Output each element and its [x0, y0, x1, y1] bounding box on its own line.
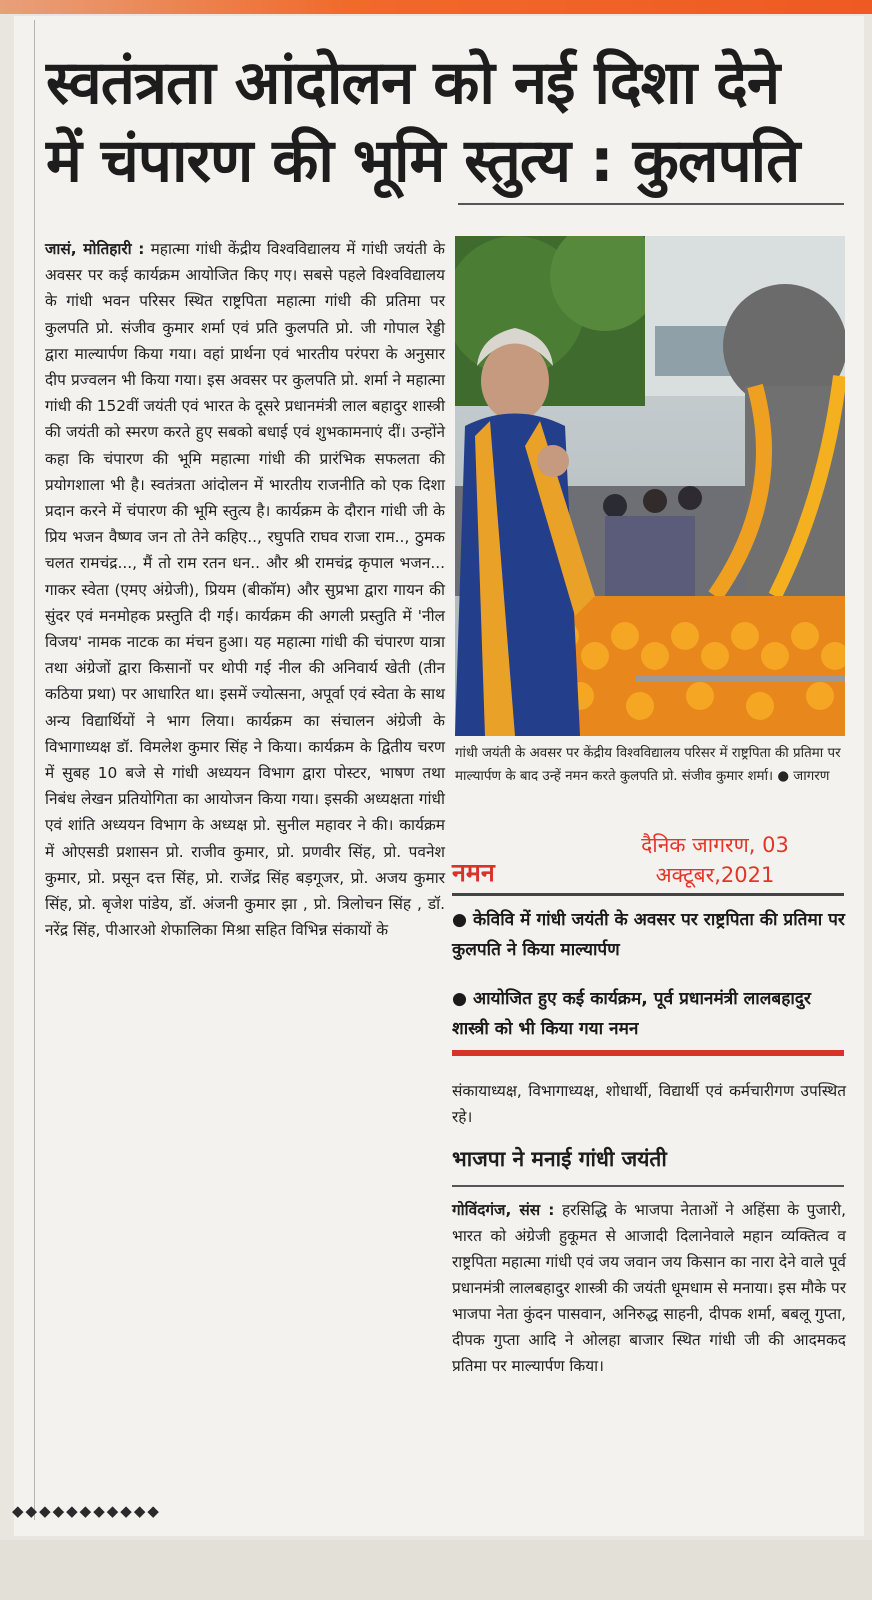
second-story-dateline: गोविंदगंज, संस : [452, 1201, 555, 1219]
source-stamp-line-1: दैनिक जागरण, 03 [641, 833, 789, 857]
highlight-item-2: ● आयोजित हुए कई कार्यक्रम, पूर्व प्रधानमंत्री लालबहादुर शास्त्री को भी किया गया नमन [452, 989, 811, 1039]
photo-illustration [455, 236, 845, 736]
highlight-item-1: ● केविवि में गांधी जयंती के अवसर पर राष्ट्रपिता की प्रतिमा पर कुलपति ने किया माल्यार्पण [452, 910, 845, 960]
headline-line-1: स्वतंत्रता आंदोलन को नई दिशा देने [46, 48, 780, 118]
headline [46, 44, 846, 200]
footer-ornament: ◆◆◆◆◆◆◆◆◆◆◆ [12, 1502, 161, 1520]
second-story-headline: भाजपा ने मनाई गांधी जयंती [452, 1147, 667, 1171]
box-label: नमन [452, 858, 495, 887]
main-story-dateline: जासं, मोतिहारी : [45, 240, 145, 258]
highlight-red-bar [452, 1050, 844, 1056]
bottom-background [0, 1540, 872, 1600]
box-label-rule [452, 893, 844, 896]
column-margin-rule [34, 20, 35, 1520]
source-stamp-line-2: अक्टूबर,2021 [655, 863, 775, 887]
headline-rule [458, 203, 844, 205]
headline-line-2: में चंपारण की भूमि स्तुत्य : कुलपति [46, 126, 800, 196]
source-stamp [595, 830, 835, 890]
photo-caption: गांधी जयंती के अवसर पर केंद्रीय विश्वविद्यालय परिसर में राष्ट्रपिता की प्रतिमा पर माल्यार्पण के बाद उन्हें नमन करते कुलपति प्रो. संजीव कुमार शर्मा। ● जागरण [455, 746, 841, 784]
second-story-body [452, 1197, 846, 1379]
news-photo [455, 236, 845, 736]
main-story-text: महात्मा गांधी केंद्रीय विश्वविद्यालय में गांधी जयंती के अवसर पर कई कार्यक्रम आयोजित किए गए। सबसे पहले विश्वविद्यालय के गांधी भवन परिसर स्थित राष्ट्रपिता महात्मा गांधी की प्रतिमा पर कुलपति प्रो. संजीव कुमार शर्मा एवं प्रति कुलपति प्रो. जी गोपाल रेड्डी द्वारा माल्यार्पण किया गया। वहां प्रार्थना एवं भारतीय परंपरा के अनुसार दीप प्रज्वलन भी किया गया। इस अवसर पर कुलपति प्रो. शर्मा ने महात्मा गांधी की 152वीं जयंती एवं भारत के दूसरे प्रधानमंत्री लाल बहादुर शास्त्री की जयंती को स्मरण करते हुए सबको बधाई एवं शुभकामनाएं दीं। उन्होंने कहा कि चंपारण की भूमि महात्मा गांधी की प्रारंभिक सफलता की प्रयोगशाला भी है। स्वतंत्रता आंदोलन में भारतीय राजनीति को एक दिशा प्रदान करने में चंपारण की भूमि स्तुत्य है। कार्यक्रम के दौरान गांधी जी के प्रिय भजन वैष्णव जन तो तेने कहिए.., रघुपति राघव राजा राम.., ठुमक चलत रामचंद्र..., मैं तो राम रतन धन.. और श्री रामचंद्र कृपाल भजन... गाकर स्वेता (एमए अंग्रेजी), प्रियम (बीकॉम) और सुप्रभा द्वारा गायन की सुंदर एवं मनमोहक प्रस्तुति दी गई। कार्यक्रम की अगली प्रस्तुति में 'नील विजय' नामक नाटक का मंचन हुआ। यह महात्मा गांधी की चंपारण यात्रा तथा अंग्रेजों द्वारा किसानों पर थोपी गई नील की अनिवार्य खेती (तीन कठिया प्रथा) पर आधारित था। इसमें ज्योत्सना, अपूर्वा एवं स्वेता के साथ अन्य विद्यार्थियों ने भाग लिया। कार्यक्रम का संचालन अंग्रेजी के विभागाध्यक्ष डॉ. विमलेश कुमार सिंह ने किया। कार्यक्रम के द्वितीय चरण में सुबह 10 बजे से गांधी अध्ययन विभाग द्वारा पोस्टर, भाषण तथा निबंध लेखन प्रतियोगिता का आयोजन किया गया। इसकी अध्यक्षता गांधी एवं शांति अध्ययन विभाग के अध्यक्ष प्रो. सुनील महावर ने की। कार्यक्रम में ओएसडी प्रशासन प्रो. राजीव कुमार, प्रो. प्रणवीर सिंह, प्रो. पवनेश कुमार, प्रो. प्रसून दत्त सिंह, प्रो. राजेंद्र सिंह बड़गूजर, प्रो. अजय कुमार सिंह, प्रो. बृजेश पांडेय, डॉ. अंजनी कुमार झा , प्रो. त्रिलोचन सिंह , डॉ. नरेंद्र सिंह, पीआरओ शेफालिका मिश्रा सहित विभिन्न संकायों के [45, 240, 446, 940]
second-story-headline-rule [452, 1185, 844, 1187]
top-color-strip [0, 0, 872, 14]
main-story-continuation: संकायाध्यक्ष, विभागाध्यक्ष, शोधार्थी, विद्यार्थी एवं कर्मचारीगण उपस्थित रहे। [452, 1082, 846, 1126]
main-story-body [45, 236, 445, 943]
second-story-text: हरसिद्धि के भाजपा नेताओं ने अहिंसा के पुजारी, भारत को अंग्रेजी हुकूमत से आजादी दिलानेवाले महान व्यक्तित्व व राष्ट्रपिता महात्मा गांधी एवं जय जवान जय किसान का नारा देने वाले पूर्व प्रधानमंत्री लालबहादुर शास्त्री की जयंती धूमधाम से मनाया। इस मौके पर भाजपा नेता कुंदन पासवान, अनिरुद्ध साहनी, दीपक शर्मा, बबलू गुप्ता, दीपक गुप्ता आदि ने ओलहा बाजार स्थित गांधी जी की आदमकद प्रतिमा पर माल्यार्पण किया। [452, 1201, 846, 1375]
